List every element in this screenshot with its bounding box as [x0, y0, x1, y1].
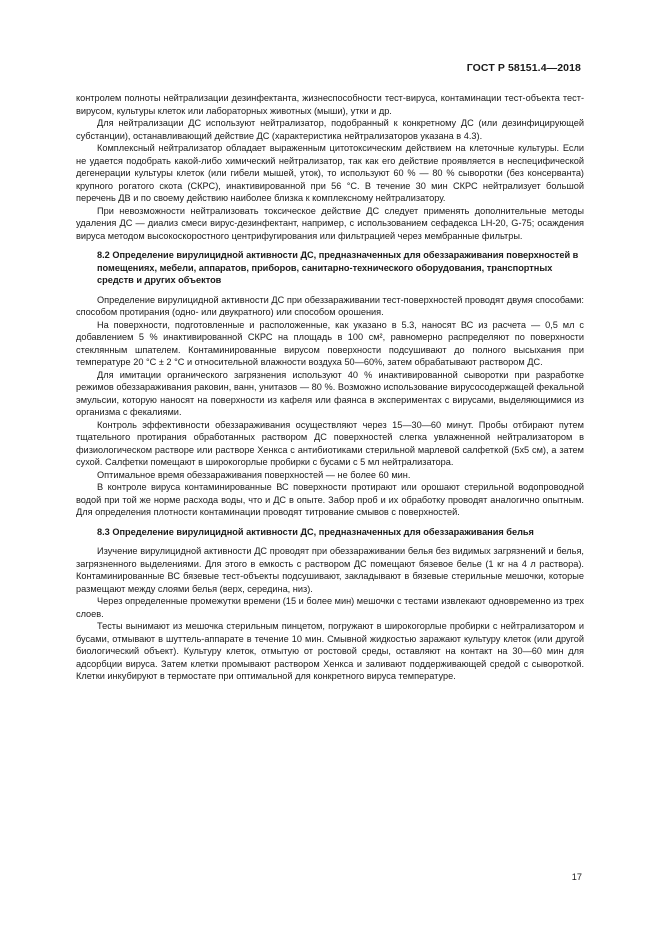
- paragraph: В контроле вируса контаминированные ВС поверхности протирают или орошают стерильной водопроводной водой при той же норме расхода воды, что и ДС в опыте. Забор проб и их обработку проводят аналогично опытным. Для определения плотности контаминации проводят титрование смывов с поверхностей.: [76, 482, 584, 517]
- paragraph: Определение вирулицидной активности ДС при обеззараживании тест-поверхностей проводят двумя способами: способом протирания (одно- или двукратного) или способом орошения.: [76, 294, 584, 317]
- paragraph: Оптимальное время обеззараживания поверхностей — не более 60 мин.: [97, 469, 411, 480]
- page-number: 17: [571, 872, 582, 882]
- section-heading: 8.2 Определение вирулицидной активности ДС, предназначенных для обеззараживания поверхностей в помещениях, мебели, аппаратов, приборов, санитарно-технического оборудования, транспортных средств и других объектов: [97, 250, 579, 285]
- paragraph: контролем полноты нейтрализации дезинфектанта, жизнеспособности тест-вируса, контаминации тест-объекта тест-вирусом, культуры клеток или лабораторных животных (мыши), утки и др.: [76, 93, 584, 116]
- paragraph: Для имитации органического загрязнения используют 40 % инактивированной сыворотки при разработке режимов обеззараживания раковин, ванн, унитазов — 80 %. Возможно использование вирусосодержащей фекальной эмульсии, которую наносят на поверхности из кафеля или фаянса в экспериментах с вирусами, выделяющимися из организма с фекалиями.: [76, 369, 584, 417]
- paragraph: Через определенные промежутки времени (15 и более мин) мешочки с тестами извлекают одновременно из трех слоев.: [76, 596, 584, 619]
- paragraph: Для нейтрализации ДС используют нейтрализатор, подобранный к конкретному ДС (или дезинфицирующей субстанции), останавливающий действие ДС (характеристика нейтрализаторов указана в 4.3).: [76, 118, 584, 141]
- paragraph: На поверхности, подготовленные и расположенные, как указано в 5.3, наносят ВС из расчета — 0,5 мл с добавлением 5 % инактивированной СКРС на площадь в 100 см², равномерно распределяют по поверхности стеклянным шпателем. Контаминированные вирусом поверхности подсушивают до полного высыхания при температуре 20 °С ± 2 °С и относительной влажности воздуха 50—60%, затем обрабатывают раствором ДС.: [76, 319, 584, 367]
- document-header: ГОСТ Р 58151.4—2018: [466, 62, 581, 74]
- paragraph: Изучение вирулицидной активности ДС проводят при обеззараживании белья без видимых загрязнений и белья, загрязненного выделениями. Для этого в емкость с раствором ДС помещают бязевое белье (1 кг на 4 л раствора). Контаминированные ВС бязевые тест-объекты подсушивают, закладывают в бязевые стерильные мешочки, которые размещают между слоями белья (верх, середина, низ).: [76, 546, 584, 594]
- document-body: [76, 92, 584, 683]
- paragraph: Тесты вынимают из мешочка стерильным пинцетом, погружают в широкогорлые пробирки с нейтрализатором и бусами, отмывают в шуттель-аппарате в течение 10 мин. Смывной жидкостью заражают культуру клеток (или другой биологический объект). Культуру клеток, отмытую от ростовой среды, оставляют на контакт на 30—60 мин для адсорбции вируса. Затем клетки промывают раствором Хенкса и заливают поддерживающей средой с сывороткой. Клетки инкубируют в термостате при оптимальной для конкретного вируса температуре.: [76, 621, 584, 681]
- paragraph: Контроль эффективности обеззараживания осуществляют через 15—30—60 минут. Пробы отбирают путем тщательного протирания обработанных раствором ДС поверхностей слегка увлажненной нейтрализатором в физиологическом растворе или растворе Хенкса с антибиотиками стерильной марлевой салфеткой (5х5 см), а затем сухой. Салфетки помещают в широкогорлые пробирки с бусами с 5 мл нейтрализатора.: [76, 419, 584, 467]
- paragraph: Комплексный нейтрализатор обладает выраженным цитотоксическим действием на клеточные культуры. Если не удается подобрать какой-либо химический нейтрализатор, так как его действие проявляется в неспецифической дегенерации культуры клеток (или гибели мышей, уток), то используют 60 % — 80 % сыворотки (без консерванта) крупного рогатого скота (СКРС), инактивированной при 56 °С. В течение 30 мин СКРС нейтрализует большой перечень ДВ и по своему действию наиболее близка к комплексному нейтрализатору.: [76, 143, 584, 203]
- section-heading: 8.3 Определение вирулицидной активности ДС, предназначенных для обеззараживания белья: [97, 526, 534, 537]
- paragraph: При невозможности нейтрализовать токсическое действие ДС следует применять дополнительные методы удаления ДС — диализ смеси вирус-дезинфектант, например, с использованием сефадекса LH-20, G-75; осаждения вируса методом высокоскоростного центрифугирования или фильтрацией через мембранные фильтры.: [76, 205, 584, 241]
